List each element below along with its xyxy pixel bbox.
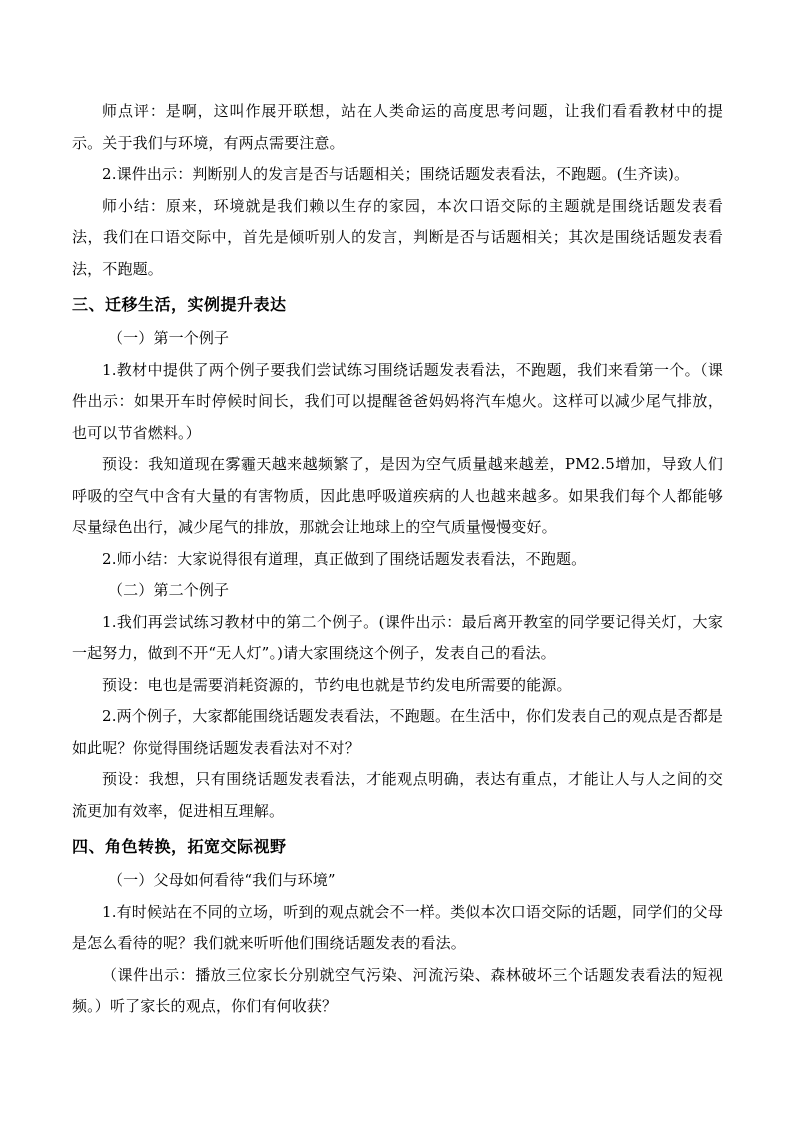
- example-one-paragraph: 1.教材中提供了两个例子要我们尝试练习围绕话题发表看法，不跑题，我们来看第一个。（课件出示：如果开车时停候时间长，我们可以提醒爸爸妈妈将汽车熄火。这样可以减少尾气排放，也可以节省燃料。）: [72, 360, 723, 442]
- expected-answer-communication-paragraph: 预设：我想，只有围绕话题发表看法，才能观点明确，表达有重点，才能让人与人之间的交流更加有效率，促进相互理解。: [72, 770, 723, 820]
- parents-view-subheading: （一）父母如何看待“我们与环境”: [108, 871, 336, 889]
- parent-video-paragraph: （课件出示：播放三位家长分别就空气污染、河流污染、森林破坏三个话题发表看法的短视频。）听了家长的观点，你们有何收获？: [72, 965, 723, 1015]
- expected-answer-paragraph: 预设：我知道现在雾霾天越来越频繁了，是因为空气质量越来越差，PM2.5增加，导致人们呼吸的空气中含有大量的有害物质，因此患呼吸道疾病的人也越来越多。如果我们每个人都能够尽量绿色出行，减少尾气的排放，那就会让地球上的空气质量慢慢变好。: [72, 455, 723, 536]
- section-three-heading: 三、迁移生活，实例提升表达: [72, 295, 287, 314]
- expected-answer-electricity-paragraph: 预设：电也是需要消耗资源的，节约电也就是节约发电所需要的能源。: [102, 675, 572, 694]
- teacher-summary-paragraph: 师小结：原来，环境就是我们赖以生存的家园，本次口语交际的主题就是围绕话题发表看法，我们在口语交际中，首先是倾听别人的发言，判断是否与话题相关；其次是围绕话题发表看法，不跑题。: [72, 196, 723, 278]
- different-standpoint-paragraph: 1.有时候站在不同的立场，听到的观点就会不一样。类似本次口语交际的话题，同学们的父母是怎么看待的呢？我们就来听听他们围绕话题发表的看法。: [72, 902, 723, 952]
- two-examples-question-paragraph: 2.两个例子，大家都能围绕话题发表看法，不跑题。在生活中，你们发表自己的观点是否都是如此呢？你觉得围绕话题发表看法对不对？: [72, 707, 723, 757]
- section-four-heading: 四、角色转换，拓宽交际视野: [72, 837, 287, 856]
- example-one-subheading: （一）第一个例子: [108, 329, 230, 347]
- courseware-display-paragraph: 2.课件出示：判断别人的发言是否与话题相关；围绕话题发表看法，不跑题。(生齐读)。: [102, 165, 690, 183]
- teacher-summary-two-paragraph: 2.师小结：大家说得很有道理，真正做到了围绕话题发表看法，不跑题。: [102, 549, 587, 568]
- teacher-comment-paragraph: 师点评：是啊，这叫作展开联想，站在人类命运的高度思考问题，让我们看看教材中的提示。关于我们与环境，有两点需要注意。: [72, 102, 723, 152]
- document-page: [72, 96, 723, 1023]
- example-two-subheading: （二）第二个例子: [108, 581, 230, 599]
- example-two-paragraph: 1.我们再尝试练习教材中的第二个例子。(课件出示：最后离开教室的同学要记得关灯，大家一起努力，做到不开“无人灯”。)请大家围绕这个例子，发表自己的看法。: [72, 612, 723, 662]
